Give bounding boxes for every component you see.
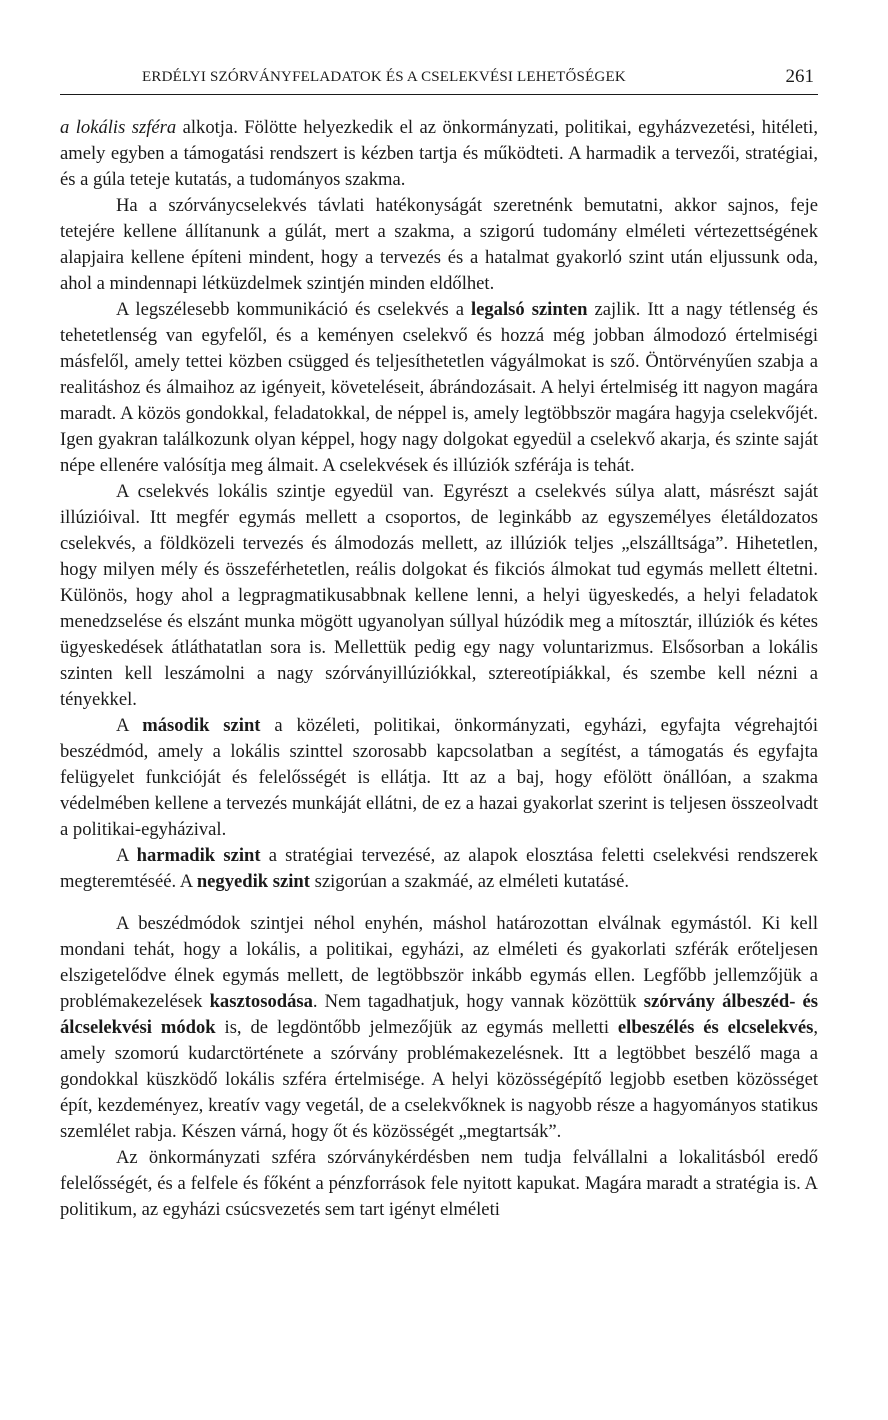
- paragraph: [60, 843, 818, 895]
- text-run: zajlik. Itt a nagy tétlenség és tehetetlenség van egyfelől, és a keményen cselekvő és hozzá még jobban álmodozó értelmiségi másfelől, amely tettei közben csügged és teljesíthetetlen vágyálmokat is sző. Öntörvényűen szabja a realitáshoz és álmaihoz az igényeit, követeléseit, ábrándozásait. A helyi értelmiség itt nagyon magára maradt. A közös gondokkal, feladatokkal, de néppel is, amely legtöbbször magára hagyja cselekvőjét. Igen gyakran találkozunk olyan képpel, hogy nagy dolgokat egyedül a cselekvő akarja, és szinte saját népe ellenére valósítja meg álmait. A cselekvések és illúziók szférája is tehát.: [60, 299, 818, 476]
- text-run: , amely szomorú kudarctörténete a szórvány problémakezelésnek. Itt a legtöbbet beszélő maga a gondokkal küszködő lokális szféra értelmisége. A helyi közösségépítő legjobb esetben közösséget épít, kezdeményez, kreatív vagy vegetál, de a cselekvőknek is nagyobb része a hagyományos statikus szemlélet rabja. Készen várná, hogy őt és közösségét „megtartsák”.: [60, 1017, 818, 1142]
- text-run: . Nem tagadhatjuk, hogy vannak közöttük: [312, 991, 644, 1012]
- text-run: Ha a szórványcselekvés távlati hatékonyságát szeretnénk bemutatni, akkor sajnos, feje tetejére kellene állítanunk a gúlát, mert a szakma, a szigorú tudomány elméleti vértezettségének alapjaira kellene építeni mindent, hogy a tervezés és a hatalmat gyakorló szint után eljussunk oda, ahol a mindennapi létküzdelmek szintjén minden eldőlhet.: [60, 195, 818, 294]
- bold-run: második szint: [142, 715, 261, 736]
- paragraph: [60, 115, 818, 193]
- bold-run: elbeszélés és elcselekvés: [617, 1017, 814, 1038]
- text-run: Az önkormányzati szféra szórványkérdésben nem tudja felvállalni a lokalitásból eredő felelősségét, és a felfele és főként a pénzforrások fele nyitott kapukat. Magára maradt a stratégia is. A politikum, az egyházi csúcsvezetés sem tart igényt elméleti: [60, 1147, 818, 1220]
- text-run: is, de legdöntőbb jelmezőjük az egymás melletti: [215, 1017, 618, 1038]
- running-title: ERDÉLYI SZÓRVÁNYFELADATOK ÉS A CSELEKVÉSI LEHETŐSÉGEK: [142, 69, 626, 85]
- body-text: [60, 115, 818, 1223]
- bold-run: harmadik szint: [136, 845, 261, 866]
- text-run: A beszédmódok szintjei néhol enyhén, máshol határozottan elválnak egymástól. Ki kell mondani tehát, hogy a lokális, a politikai, egyházi, az elméleti és gyakorlati szférák erőteljesen elszigetelődve élnek egymás mellett, de legtöbbször inkább egymás ellen. Legfőbb jellemzőjük a problémakezelések: [60, 913, 818, 1012]
- bold-run: negyedik szint: [196, 871, 310, 892]
- bold-run: szórvány álbeszéd- és álcselekvési módok: [60, 991, 819, 1038]
- paragraph: [60, 713, 818, 843]
- text-run: A cselekvés lokális szintje egyedül van. Egyrészt a cselekvés súlya alatt, másrészt saját illúzióival. Itt megfér egymás mellett a csoportos, de leginkább az egyszemélyes életáldozatos cselekvés, a földközeli tervezés és álmodozás mellett, az illúziók teljes „elszálltsága”. Hihetetlen, hogy milyen mély és összeférhetetlen, reális dolgokat és fikciós álmokat tud egymás mellett éltetni. Különös, hogy ahol a legpragmatikusabbnak kellene lenni, a helyi ügyeskedés, a helyi feladatok menedzselése és elszánt munka mögött ugyanolyan súllyal húzódik meg a mítosztár, illúziók és kétes ügyeskedések átláthatatlan sora is. Mellettük pedig egy nagy voluntarizmus. Elsősorban a lokális szinten kell leszámolni a nagy szórványillúziókkal, sztereotípiákkal, és szembe kell nézni a tényekkel.: [60, 481, 818, 710]
- text-run: szigorúan a szakmáé, az elméleti kutatásé.: [309, 871, 629, 892]
- paragraph: [60, 193, 818, 297]
- paragraph: [60, 297, 818, 479]
- paragraph: [60, 911, 818, 1145]
- text-run: A legszélesebb kommunikáció és cselekvés a: [116, 299, 471, 320]
- page-number: 261: [785, 66, 814, 87]
- italic-run: a lokális szféra: [60, 117, 177, 138]
- text-run: a stratégiai tervezésé, az alapok elosztása feletti cselekvési rendszerek megteremtéséé. A: [60, 845, 818, 892]
- running-header: [60, 66, 818, 95]
- bold-run: legalsó szinten: [470, 299, 588, 320]
- text-run: a közéleti, politikai, önkormányzati, egyházi, egyfajta végrehajtói beszédmód, amely a lokális szinttel szorosabb kapcsolatban a segítést, a támogatás és egyfajta felügyelet funkcióját és felelősségét is ellátja. Itt az a baj, hogy efölött önállóan, a szakma védelmében kellene a tervezés munkáját ellátni, de ez a hazai gyakorlat szerint is teljesen összeolvadt a politikai-egyházival.: [60, 715, 818, 840]
- paragraph: [60, 479, 818, 713]
- text-run: alkotja. Fölötte helyezkedik el az önkormányzati, politikai, egyházvezetési, hitéleti, amely egyben a támogatási rendszert is kézben tartja és működteti. A harmadik a tervezői, stratégiai, és a gúla teteje kutatás, a tudományos szakma.: [60, 117, 818, 190]
- bold-run: kasztosodása: [209, 991, 313, 1012]
- paragraph: [60, 1145, 818, 1223]
- text-run: A: [116, 715, 143, 736]
- text-run: A: [116, 845, 137, 866]
